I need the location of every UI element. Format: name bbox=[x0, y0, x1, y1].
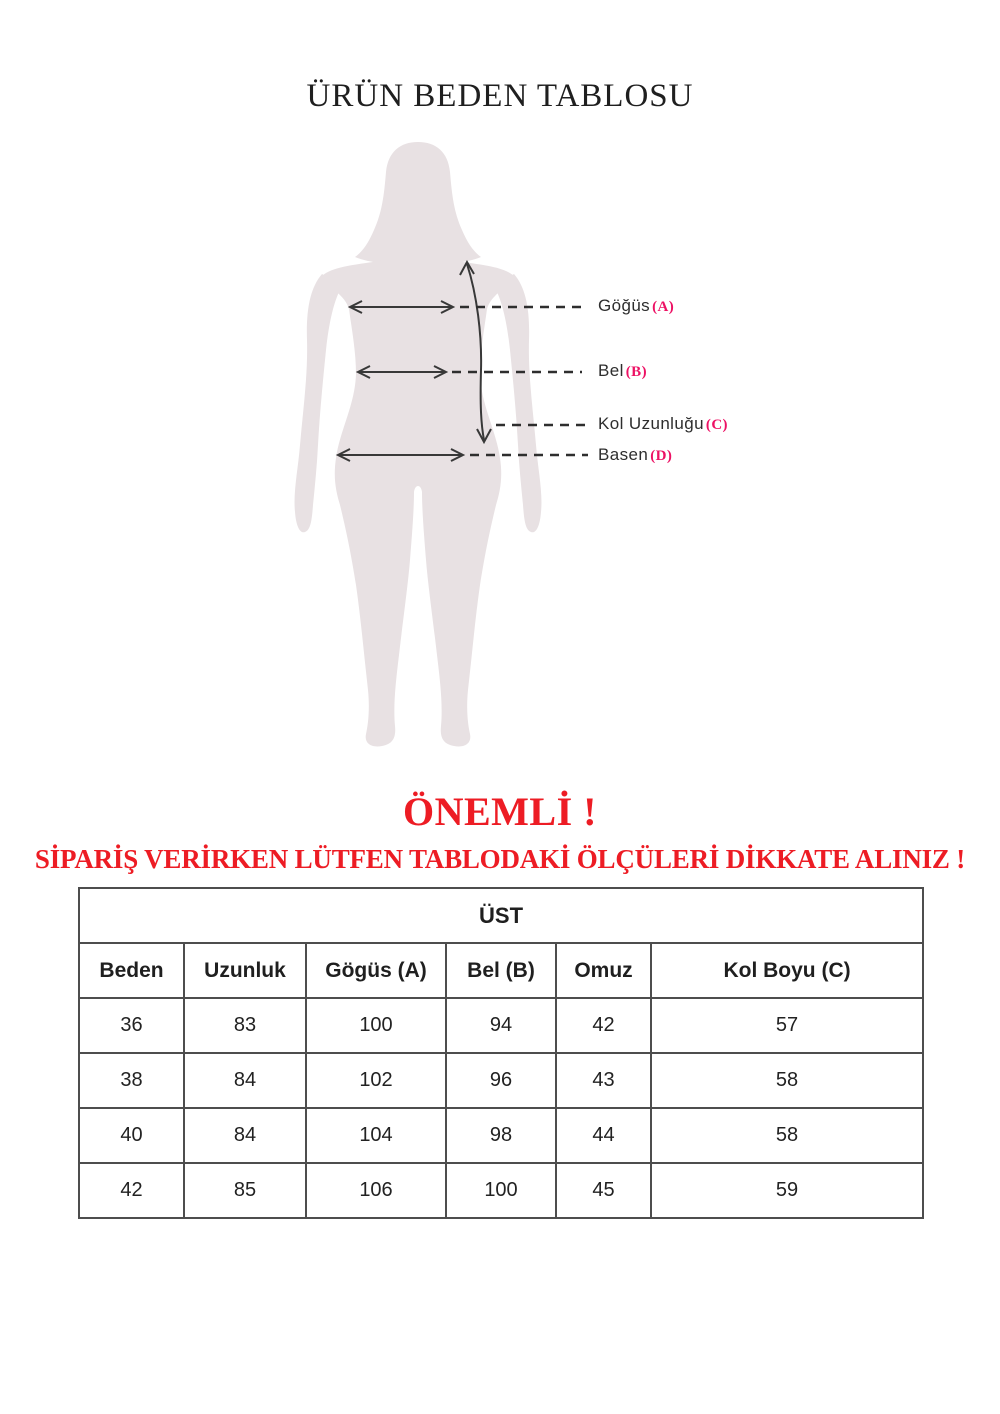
column-header-uzunluk: Uzunluk bbox=[184, 943, 306, 998]
size-cell: 84 bbox=[184, 1053, 306, 1108]
size-cell: 98 bbox=[446, 1108, 556, 1163]
size-cell: 102 bbox=[306, 1053, 446, 1108]
size-cell: 85 bbox=[184, 1163, 306, 1218]
size-cell: 42 bbox=[79, 1163, 184, 1218]
size-cell: 57 bbox=[651, 998, 923, 1053]
column-header-bel: Bel (B) bbox=[446, 943, 556, 998]
table-row bbox=[79, 1108, 923, 1163]
size-cell: 104 bbox=[306, 1108, 446, 1163]
hip-letter-code: (D) bbox=[650, 448, 673, 464]
silhouette-body bbox=[322, 258, 514, 747]
table-row bbox=[79, 998, 923, 1053]
size-cell: 38 bbox=[79, 1053, 184, 1108]
chest-letter-code: (A) bbox=[652, 299, 675, 315]
size-cell: 100 bbox=[446, 1163, 556, 1218]
column-header-kol-boyu: Kol Boyu (C) bbox=[651, 943, 923, 998]
table-row bbox=[79, 1053, 923, 1108]
table-column-header-row bbox=[79, 943, 923, 998]
size-cell: 100 bbox=[306, 998, 446, 1053]
waist-label bbox=[598, 361, 647, 381]
size-cell: 44 bbox=[556, 1108, 651, 1163]
warning-subtitle: SİPARİŞ VERİRKEN LÜTFEN TABLODAKİ ÖLÇÜLERİ DİKKATE ALINIZ ! bbox=[34, 844, 966, 874]
size-cell: 106 bbox=[306, 1163, 446, 1218]
size-cell: 94 bbox=[446, 998, 556, 1053]
silhouette-right-arm bbox=[494, 274, 541, 532]
column-header-omuz: Omuz bbox=[556, 943, 651, 998]
table-group-header-row bbox=[79, 888, 923, 943]
size-cell: 42 bbox=[556, 998, 651, 1053]
arm-length-label-text: Kol Uzunluğu bbox=[598, 414, 704, 433]
important-heading: ÖNEMLİ ! bbox=[403, 789, 597, 834]
silhouette-head bbox=[355, 142, 481, 265]
table-row bbox=[79, 1163, 923, 1218]
size-cell: 59 bbox=[651, 1163, 923, 1218]
size-table bbox=[78, 887, 924, 1219]
column-header-beden: Beden bbox=[79, 943, 184, 998]
chest-label bbox=[598, 296, 674, 316]
size-cell: 84 bbox=[184, 1108, 306, 1163]
hip-label-text: Basen bbox=[598, 445, 649, 464]
chest-label-text: Göğüs bbox=[598, 296, 651, 315]
group-header-ust: ÜST bbox=[79, 888, 923, 943]
size-cell: 45 bbox=[556, 1163, 651, 1218]
size-cell: 58 bbox=[651, 1108, 923, 1163]
size-cell: 58 bbox=[651, 1053, 923, 1108]
hip-label bbox=[598, 445, 672, 465]
silhouette-left-arm bbox=[295, 274, 342, 532]
size-cell: 40 bbox=[79, 1108, 184, 1163]
waist-label-text: Bel bbox=[598, 361, 624, 380]
waist-letter-code: (B) bbox=[625, 364, 647, 380]
size-cell: 96 bbox=[446, 1053, 556, 1108]
arm-length-letter-code: (C) bbox=[705, 417, 728, 433]
column-header-gogus: Gögüs (A) bbox=[306, 943, 446, 998]
page-title: ÜRÜN BEDEN TABLOSU bbox=[306, 78, 694, 114]
arm-length-label bbox=[598, 414, 728, 434]
size-cell: 43 bbox=[556, 1053, 651, 1108]
size-cell: 83 bbox=[184, 998, 306, 1053]
size-cell: 36 bbox=[79, 998, 184, 1053]
